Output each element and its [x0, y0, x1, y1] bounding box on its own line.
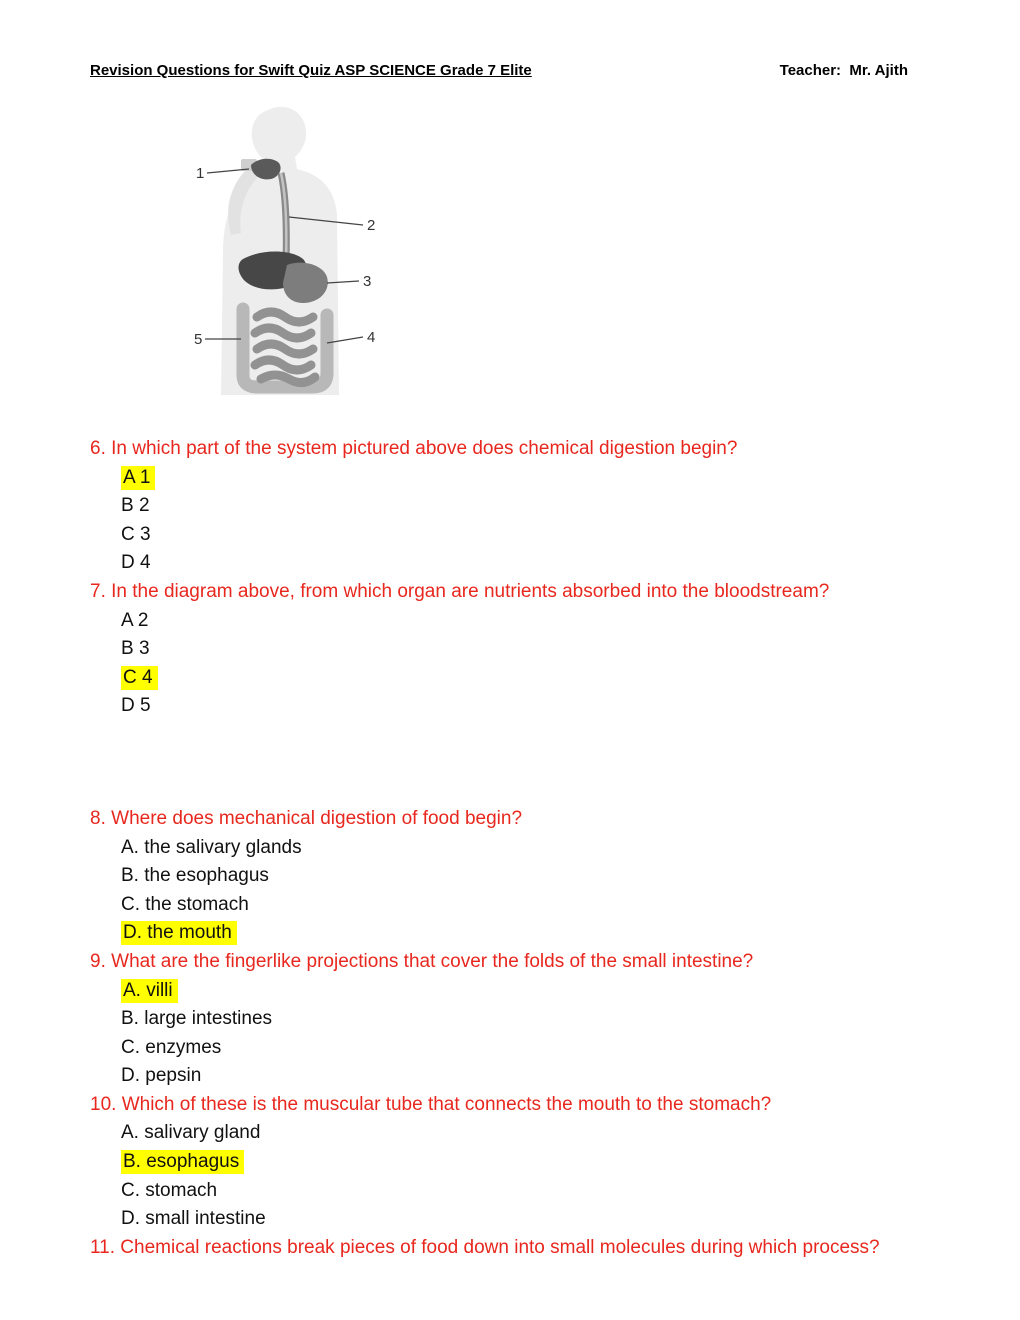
- question-text: [90, 435, 912, 464]
- option-label: C. the stomach: [121, 893, 249, 915]
- question-body: In which part of the system pictured above does chemical digestion begin?: [111, 438, 738, 459]
- option-label: A 2: [121, 609, 149, 631]
- question-11: [90, 1234, 912, 1263]
- question-6: [90, 435, 912, 578]
- question-number: 9.: [90, 950, 106, 972]
- digestive-system-illustration: [193, 103, 391, 398]
- question-text: [90, 948, 912, 977]
- document-title: Revision Questions for Swift Quiz ASP SCIENCE Grade 7 Elite: [90, 62, 532, 79]
- question-number: 7.: [90, 580, 106, 602]
- question-text: [90, 578, 912, 607]
- option-label: B 2: [121, 495, 150, 517]
- questions-section: [90, 435, 912, 1262]
- option-label: A. salivary gland: [121, 1122, 261, 1144]
- option-label: A. the salivary glands: [121, 836, 302, 858]
- option-label: D 5: [121, 695, 151, 717]
- answer-option: [90, 1119, 912, 1148]
- option-label: D. small intestine: [121, 1208, 266, 1230]
- question-number: 11.: [90, 1236, 116, 1258]
- question-number: 10.: [90, 1093, 117, 1115]
- answer-option: [90, 692, 912, 721]
- question-text: [90, 1091, 912, 1120]
- teacher-label: Teacher: Mr. Ajith: [779, 62, 908, 79]
- option-label: B. the esophagus: [121, 865, 269, 887]
- diagram-label-2: 2: [367, 217, 376, 234]
- option-label: A. villi: [121, 979, 178, 1003]
- answer-option: [90, 862, 912, 891]
- question-body: Where does mechanical digestion of food begin?: [111, 807, 523, 829]
- option-label: C 4: [121, 666, 158, 690]
- answer-option: [90, 977, 912, 1006]
- option-label: D 4: [121, 552, 151, 574]
- answer-option: [90, 464, 912, 493]
- question-8: [90, 805, 912, 948]
- answer-option: [90, 834, 912, 863]
- question-body: What are the fingerlike projections that cover the folds of the small intestine?: [111, 950, 754, 972]
- answer-option: [90, 607, 912, 636]
- option-label: C. stomach: [121, 1179, 218, 1201]
- question-9: [90, 948, 912, 1091]
- option-label: A 1: [121, 466, 155, 490]
- question-body: Chemical reactions break pieces of food down into small molecules during which process?: [120, 1236, 880, 1258]
- question-number: 8.: [90, 807, 106, 829]
- question-text: [90, 1234, 912, 1263]
- answer-option: [90, 664, 912, 693]
- answer-option: [90, 1205, 912, 1234]
- answer-option: [90, 1177, 912, 1206]
- diagram-label-5: 5: [194, 331, 203, 348]
- option-label: B. esophagus: [121, 1150, 244, 1174]
- answer-option: [90, 1034, 912, 1063]
- option-label: D. the mouth: [121, 921, 237, 945]
- answer-option: [90, 549, 912, 578]
- diagram-label-3: 3: [363, 273, 372, 290]
- answer-option: [90, 492, 912, 521]
- answer-option: [90, 1062, 912, 1091]
- digestive-system-diagram: [193, 103, 391, 398]
- option-label: D. pepsin: [121, 1065, 202, 1087]
- question-body: In the diagram above, from which organ are nutrients absorbed into the bloodstream?: [111, 580, 830, 602]
- option-label: B. large intestines: [121, 1008, 273, 1030]
- answer-option: [90, 635, 912, 664]
- answer-option: [90, 891, 912, 920]
- question-text: [90, 805, 912, 834]
- answer-option: [90, 1148, 912, 1177]
- question-number: 6.: [90, 438, 106, 459]
- answer-option: [90, 1005, 912, 1034]
- option-label: B 3: [121, 638, 150, 660]
- answer-option: [90, 521, 912, 550]
- page-header: [0, 0, 1020, 79]
- diagram-label-4: 4: [367, 329, 376, 346]
- answer-option: [90, 919, 912, 948]
- question-body: Which of these is the muscular tube that connects the mouth to the stomach?: [121, 1093, 772, 1115]
- question-10: [90, 1091, 912, 1234]
- option-label: C. enzymes: [121, 1036, 222, 1058]
- question-7: [90, 578, 912, 721]
- option-label: C 3: [121, 523, 151, 545]
- diagram-label-1: 1: [196, 165, 205, 182]
